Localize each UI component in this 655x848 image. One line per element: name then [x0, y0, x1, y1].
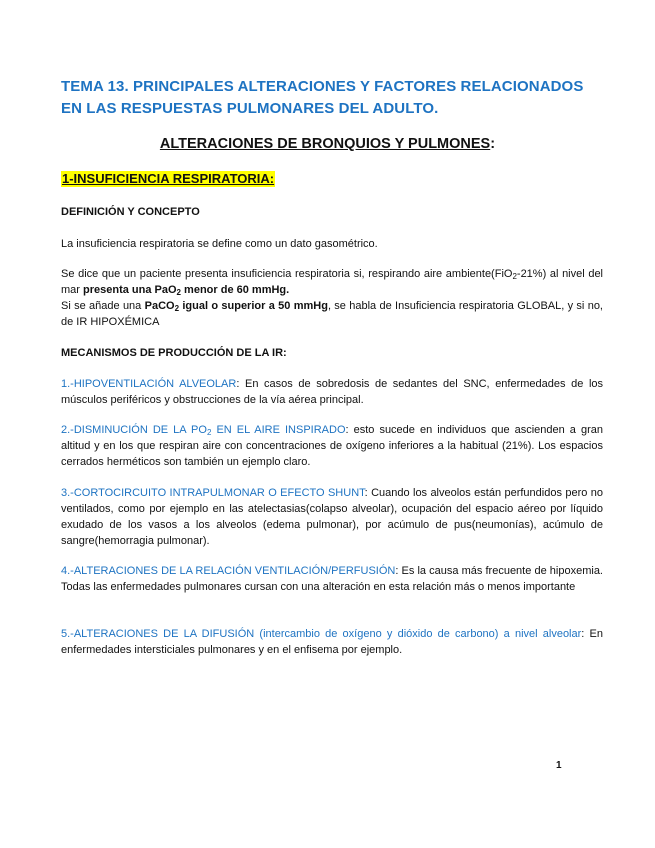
- paragraph-diagnosis: [61, 266, 603, 298]
- mechanism-item-1: [61, 376, 603, 408]
- paragraph-global: [61, 298, 603, 330]
- para3-bold-2: igual o superior a 50 mmHg: [179, 300, 328, 312]
- section-title-colon: :: [490, 136, 496, 152]
- para2-bold-1: presenta una PaO: [83, 284, 177, 296]
- mechanism-2-label-rest: EN EL AIRE INSPIRADO: [211, 424, 346, 436]
- para2-text-b: -21%) al nivel del mar: [61, 268, 604, 296]
- mechanism-5-label: 5.-ALTERACIONES DE LA DIFUSIÓN (intercambio de oxígeno y dióxido de carbono) a nivel alveolar: [61, 628, 582, 640]
- para3-text-b: , se habla de Insuficiencia respiratoria GLOBAL, y si no, de IR HIPOXÉMICA: [61, 300, 603, 328]
- mechanism-5-text: : En enfermedades intersticiales pulmonares y en el enfisema por ejemplo.: [61, 628, 603, 656]
- para2-text-a: Se dice que un paciente presenta insuficiencia respiratoria si, respirando aire ambiente(FiO: [61, 268, 513, 280]
- mechanism-1-text: : En casos de sobredosis de sedantes del SNC, enfermedades de los músculos periféricos y obstrucciones de la vía aérea principal.: [61, 378, 603, 406]
- mechanism-4-text: : Es la causa más frecuente de hipoxemia. Todas las enfermedades pulmonares cursan con una alteración en esta relación más o menos importante: [61, 565, 603, 593]
- mechanism-item-2: [61, 422, 603, 470]
- mechanism-3-label: 3.-CORTOCIRCUITO INTRAPULMONAR O EFECTO SHUNT: [61, 487, 365, 499]
- mechanism-item-4: [61, 563, 603, 595]
- mechanism-2-text: : esto sucede en individuos que ascienden a gran altitud y en los que respiran aire con concentraciones de oxígeno inferiores a la habitual (21%). Los espacios cerrados herméticos son también un ejemplo claro.: [61, 424, 603, 468]
- para2-sub-a: 2: [512, 272, 517, 281]
- mechanisms-heading: MECANISMOS DE PRODUCCIÓN DE LA IR:: [61, 347, 287, 359]
- mechanism-2-label: 2.-DISMINUCIÓN DE LA PO: [61, 424, 207, 436]
- para3-bold-1: PaCO: [144, 300, 175, 312]
- para2-bold-2: menor de 60 mmHg.: [181, 284, 290, 296]
- definition-paragraph: La insuficiencia respiratoria se define como un dato gasométrico.: [61, 238, 378, 250]
- page-number: 1: [556, 760, 562, 771]
- mechanism-item-3: [61, 485, 603, 549]
- mechanism-item-5: [61, 626, 603, 658]
- para3-bold-sub: 2: [174, 304, 180, 313]
- section-title-text: ALTERACIONES DE BRONQUIOS Y PULMONES: [159, 136, 491, 152]
- para3-text-a: Si se añade una: [61, 300, 145, 312]
- document-title: TEMA 13. PRINCIPALES ALTERACIONES Y FACTORES RELACIONADOS EN LAS RESPUESTAS PULMONARES DEL ADULTO.: [61, 78, 584, 117]
- para2-bold-sub: 2: [176, 288, 181, 297]
- mechanism-2-label-sub: 2: [206, 428, 212, 437]
- mechanism-3-text: : Cuando los alveolos están perfundidos pero no ventilados, como por ejemplo en las atelectasias(colapso alveolar), ocupación del espacio aéreo por líquido exudado de los vasos a los alveolos (edema pulmonar), por acúmulo de pus(neumonías), acúmulo de sangre(hemorragia pulmonar).: [61, 487, 603, 547]
- definition-heading: DEFINICIÓN Y CONCEPTO: [61, 206, 200, 218]
- section-title: [0, 136, 655, 152]
- highlighted-heading: 1-INSUFICIENCIA RESPIRATORIA:: [62, 171, 275, 186]
- mechanism-1-label: 1.-HIPOVENTILACIÓN ALVEOLAR: [61, 378, 237, 390]
- mechanism-4-label: 4.-ALTERACIONES DE LA RELACIÓN VENTILACIÓN/PERFUSIÓN: [61, 565, 396, 577]
